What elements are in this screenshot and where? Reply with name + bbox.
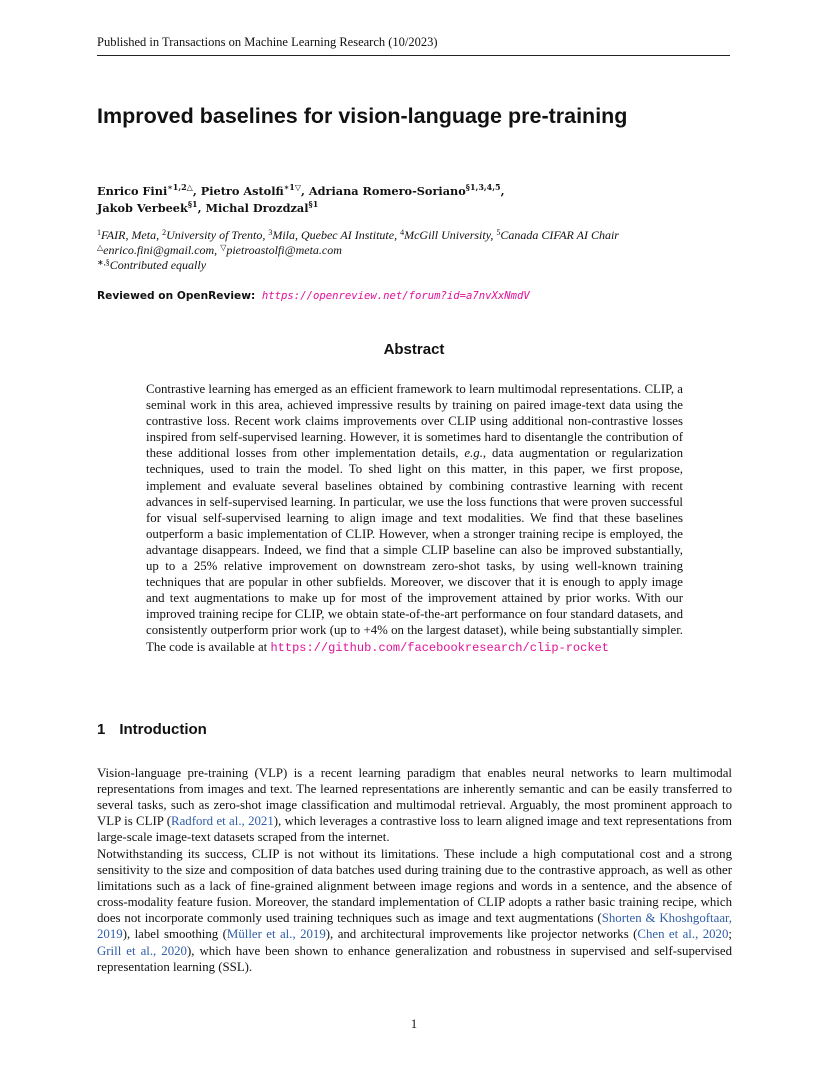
- intro-paragraph-2: Notwithstanding its success, CLIP is not without its limitations. These include a high computational cost and a strong sensitivity to the size and composition of data batches used during training due to the contrastive approach, as well as other limitations such as a lack of fine-grained alignment between image regions and words in a sentence, and the absence of cross-modality feature fusion. Moreover, the standard implementation of CLIP adopts a rather basic training recipe, which does not incorporate commonly used training techniques such as image and text augmentations (Shorten & Khoshgoftaar, 2019), label smoothing (Müller et al., 2019), and architectural improvements like projector networks (Chen et al., 2020; Grill et al., 2020), which have been shown to enhance generalization and robustness in supervised and self-supervised representation learning (SSL).: [97, 847, 732, 974]
- author-name: Adriana Romero-Soriano: [308, 184, 466, 198]
- abstract-heading: Abstract: [383, 341, 445, 358]
- citation-link[interactable]: Radford et al., 2021: [171, 814, 274, 829]
- citation-link[interactable]: Grill et al., 2020: [97, 943, 187, 958]
- section-number: 1: [97, 721, 106, 738]
- code-link[interactable]: https://github.com/facebookresearch/clip-rocket: [270, 640, 609, 655]
- contribution-note: ∗,§Contributed equally: [97, 258, 207, 272]
- citation-link[interactable]: Müller et al., 2019: [226, 927, 326, 942]
- page-number: 1: [410, 1017, 418, 1031]
- section-heading: [97, 721, 207, 738]
- review-line: [97, 290, 737, 302]
- section-title: Introduction: [119, 721, 207, 738]
- paper-title: Improved baselines for vision-language pre-training: [97, 104, 628, 128]
- author-list: Enrico Fini$^{∗1,2\triangle}$, Pietro Astolfi$^{∗1▽}$, Adriana Romero-Soriano$^{\S 1,3,4,5}$, Jakob Verbeek$^{\S 1}$, Michal Drozdzal$^{\S 1}$: [97, 182, 505, 215]
- author-name: Enrico Fini: [97, 184, 168, 198]
- citation-link[interactable]: Chen et al., 2020: [637, 927, 729, 942]
- author-affil-marks: ∗1▽: [283, 182, 301, 192]
- author-name: Jakob Verbeek: [97, 201, 188, 215]
- author-affil-marks: §1: [308, 199, 319, 209]
- email-address: enrico.fini@gmail.com,: [103, 243, 218, 257]
- author-name: Pietro Astolfi: [200, 184, 284, 198]
- review-label: Reviewed on OpenReview:: [97, 290, 256, 302]
- intro-paragraph-1: Vision-language pre-training (VLP) is a recent learning paradigm that enables neural networks to learn multimodal representations from images and text. The learned representations are inherently semantic and can be easily transferred to several tasks, such as zero-shot image classification and multimodal retrieval. Arguably, the most prominent approach to VLP is CLIP (Radford et al., 2021), which leverages a contrastive loss to learn aligned image and text representations from large-scale image-text datasets scraped from the internet.: [97, 766, 732, 845]
- abstract-body: Contrastive learning has emerged as an efficient framework to learn multimodal representations. CLIP, a seminal work in this area, achieved impressive results by training on paired image-text data using the contrastive loss. Recent work claims improvements over CLIP using additional non-contrastive losses inspired from self-supervised learning. However, it is sometimes hard to disentangle the contribution of these additional losses from other implementation details, e.g., data augmentation or regularization techniques, used to train the model. To shed light on this matter, in this paper, we first propose, implement and evaluate several baselines obtained by combining contrastive learning with recent advances in self-supervised learning. In particular, we use the loss functions that were proven successful for visual self-supervised learning to align image and text modalities. We find that these baselines outperform a basic implementation of CLIP. However, when a stronger training recipe is employed, the advantage disappears. Indeed, we find that a simple CLIP baseline can also be improved substantially, up to a 25% relative improvement on downstream zero-shot tasks, by using well-known training techniques that are popular in other subfields. Moreover, we discover that it is enough to apply image and text augmentations to make up for most of the improvement attained by prior works. With our improved training recipe for CLIP, we obtain state-of-the-art performance on four standard datasets, and consistently outperform prior work (up to +4% on the largest dataset), while being substantially simpler. The code is available at https://github.com/facebookresearch/clip-rocket: [146, 382, 684, 655]
- openreview-link[interactable]: https://openreview.net/forum?id=a7nvXxNmdV: [261, 290, 530, 302]
- affiliations: [97, 228, 737, 273]
- affiliation-line: $^1$FAIR, Meta, $^2$University of Trento, $^3$Mila, Quebec AI Institute, $^4$McGill University, $^5$Canada CIFAR AI Chair: [97, 228, 619, 242]
- author-affil-marks: §1,3,4,5: [465, 182, 501, 192]
- author-affil-marks: §1: [187, 199, 198, 209]
- email-line: △enrico.fini@gmail.com, ▽pietroastolfi@meta.com: [97, 243, 342, 257]
- author-affil-marks: ∗1,2△: [167, 182, 193, 192]
- email-address: pietroastolfi@meta.com: [226, 243, 342, 257]
- running-header: Published in Transactions on Machine Learning Research (10/2023): [97, 35, 730, 56]
- citation-link[interactable]: Shorten & Khoshgoftaar, 2019: [97, 911, 732, 942]
- author-name: Michal Drozdzal: [205, 201, 309, 215]
